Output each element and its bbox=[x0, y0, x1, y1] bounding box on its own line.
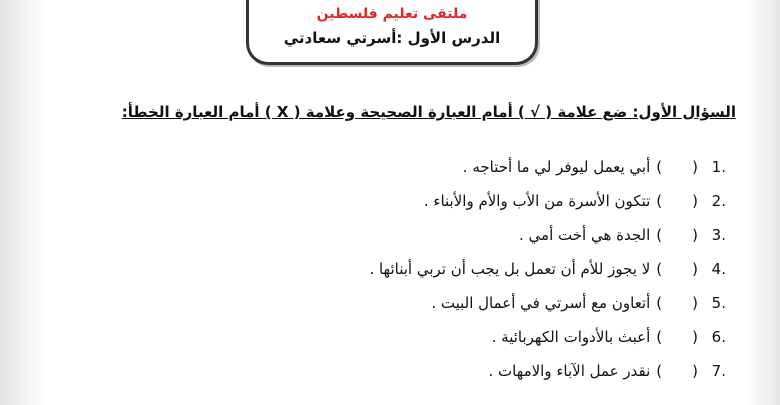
list-item bbox=[66, 354, 726, 388]
page-shadow-right bbox=[746, 0, 780, 405]
list-item bbox=[66, 184, 726, 218]
lesson-header-box bbox=[246, 0, 538, 65]
item-number: .4 bbox=[711, 260, 726, 278]
item-number: .3 bbox=[711, 226, 726, 244]
lesson-title: الدرس الأول :أسرتي سعادتي bbox=[283, 29, 501, 47]
statement-text: الجدة هي أخت أمي . bbox=[519, 226, 651, 244]
statement-text: لا يجوز للأم أن تعمل بل يجب أن تربي أبنائها . bbox=[369, 260, 651, 278]
answer-close-paren: ) bbox=[656, 226, 663, 244]
list-item bbox=[66, 286, 726, 320]
answer-open-paren: ( bbox=[692, 192, 698, 210]
answer-close-paren: ) bbox=[656, 328, 663, 346]
statement-list bbox=[66, 150, 726, 388]
statement-text: أبي يعمل ليوفر لي ما أحتاجه . bbox=[462, 158, 651, 176]
answer-open-paren: ( bbox=[692, 328, 698, 346]
list-item bbox=[66, 150, 726, 184]
question-title bbox=[122, 103, 736, 121]
answer-open-paren: ( bbox=[692, 362, 698, 380]
statement-text: تتكون الأسرة من الأب والأم والأبناء . bbox=[423, 192, 651, 210]
answer-close-paren: ) bbox=[656, 158, 663, 176]
list-item bbox=[66, 252, 726, 286]
answer-close-paren: ) bbox=[656, 362, 663, 380]
list-item bbox=[66, 218, 726, 252]
item-number: .7 bbox=[711, 362, 726, 380]
list-item bbox=[66, 320, 726, 354]
item-number: .6 bbox=[711, 328, 726, 346]
answer-open-paren: ( bbox=[692, 294, 698, 312]
answer-open-paren: ( bbox=[692, 260, 698, 278]
site-name: ملتقى تعليم فلسطين bbox=[316, 6, 468, 22]
answer-close-paren: ) bbox=[656, 192, 663, 210]
question-title-text: السؤال الأول: ضع علامة ( √ ) أمام العبارة الصحيحة وعلامة ( X ) أمام العبارة الخطأ: bbox=[121, 103, 736, 121]
answer-open-paren: ( bbox=[692, 226, 698, 244]
answer-close-paren: ) bbox=[656, 260, 663, 278]
answer-close-paren: ) bbox=[656, 294, 663, 312]
page-shadow-left bbox=[0, 0, 44, 405]
item-number: .5 bbox=[711, 294, 726, 312]
statement-text: أتعاون مع أسرتي في أعمال البيت . bbox=[431, 294, 651, 312]
statement-text: نقدر عمل الآباء والامهات . bbox=[488, 362, 651, 380]
item-number: .2 bbox=[711, 192, 726, 210]
answer-open-paren: ( bbox=[692, 158, 698, 176]
statement-text: أعبث بالأدوات الكهربائية . bbox=[491, 328, 651, 346]
item-number: .1 bbox=[711, 158, 726, 176]
